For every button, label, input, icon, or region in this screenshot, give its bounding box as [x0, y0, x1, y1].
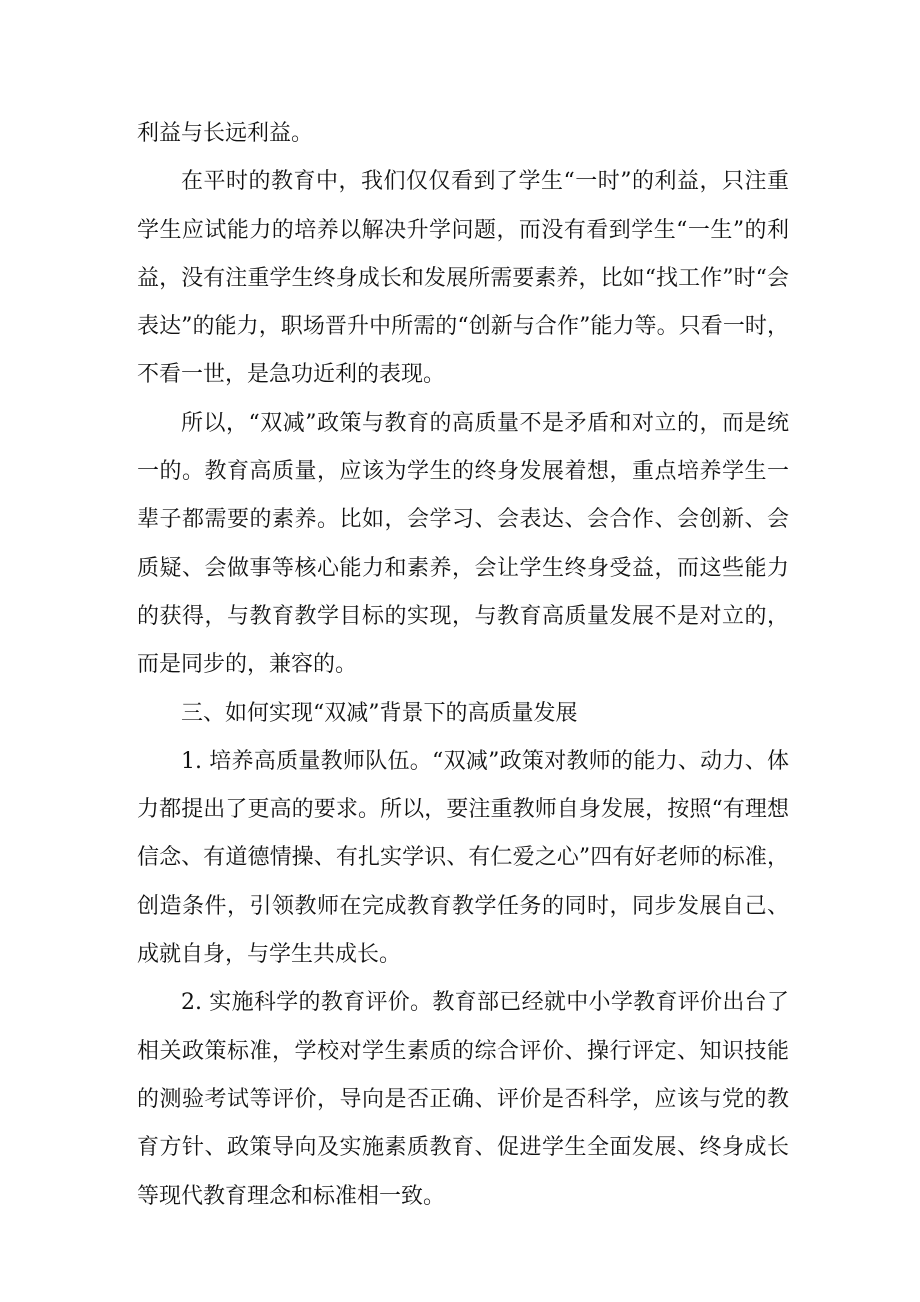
document-body	[137, 110, 789, 1221]
paragraph-short-term-benefit: 在平时的教育中，我们仅仅看到了学生“一时”的利益，只注重学生应试能力的培养以解决升学问题，而没有看到学生“一生”的利益，没有注重学生终身成长和发展所需要素养，比如“找工作”时“会表达”的能力，职场晋升中所需的“创新与合作”能力等。只看一时，不看一世，是急功近利的表现。	[137, 169, 789, 388]
paragraph-teacher-team: 1. 培养高质量教师队伍。“双减”政策对教师的能力、动力、体力都提出了更高的要求。所以，要注重教师自身发展，按照“有理想信念、有道德情操、有扎实学识、有仁爱之心”四有好老师的标准，创造条件，引领教师在完成教育教学任务的同时，同步发展自己、成就自身，与学生共成长。	[137, 748, 789, 968]
paragraph-continuation: 利益与长远利益。	[137, 121, 314, 146]
paragraph-scientific-evaluation: 2. 实施科学的教育评价。教育部已经就中小学教育评价出台了相关政策标准，学校对学生素质的综合评价、操行评定、知识技能的测验考试等评价，导向是否正确、评价是否科学，应该与党的教育方针、政策导向及实施素质教育、促进学生全面发展、终身成长等现代教育理念和标准相一致。	[137, 990, 789, 1209]
section-heading-three: 三、如何实现“双减”背景下的高质量发展	[181, 700, 578, 726]
paragraph-policy-unity: 所以，“双减”政策与教育的高质量不是矛盾和对立的，而是统一的。教育高质量，应该为学生的终身发展着想，重点培养学生一辈子都需要的素养。比如，会学习、会表达、会合作、会创新、会质疑、会做事等核心能力和素养，会让学生终身受益，而这些能力的获得，与教育教学目标的实现，与教育高质量发展不是对立的，而是同步的，兼容的。	[137, 410, 789, 678]
